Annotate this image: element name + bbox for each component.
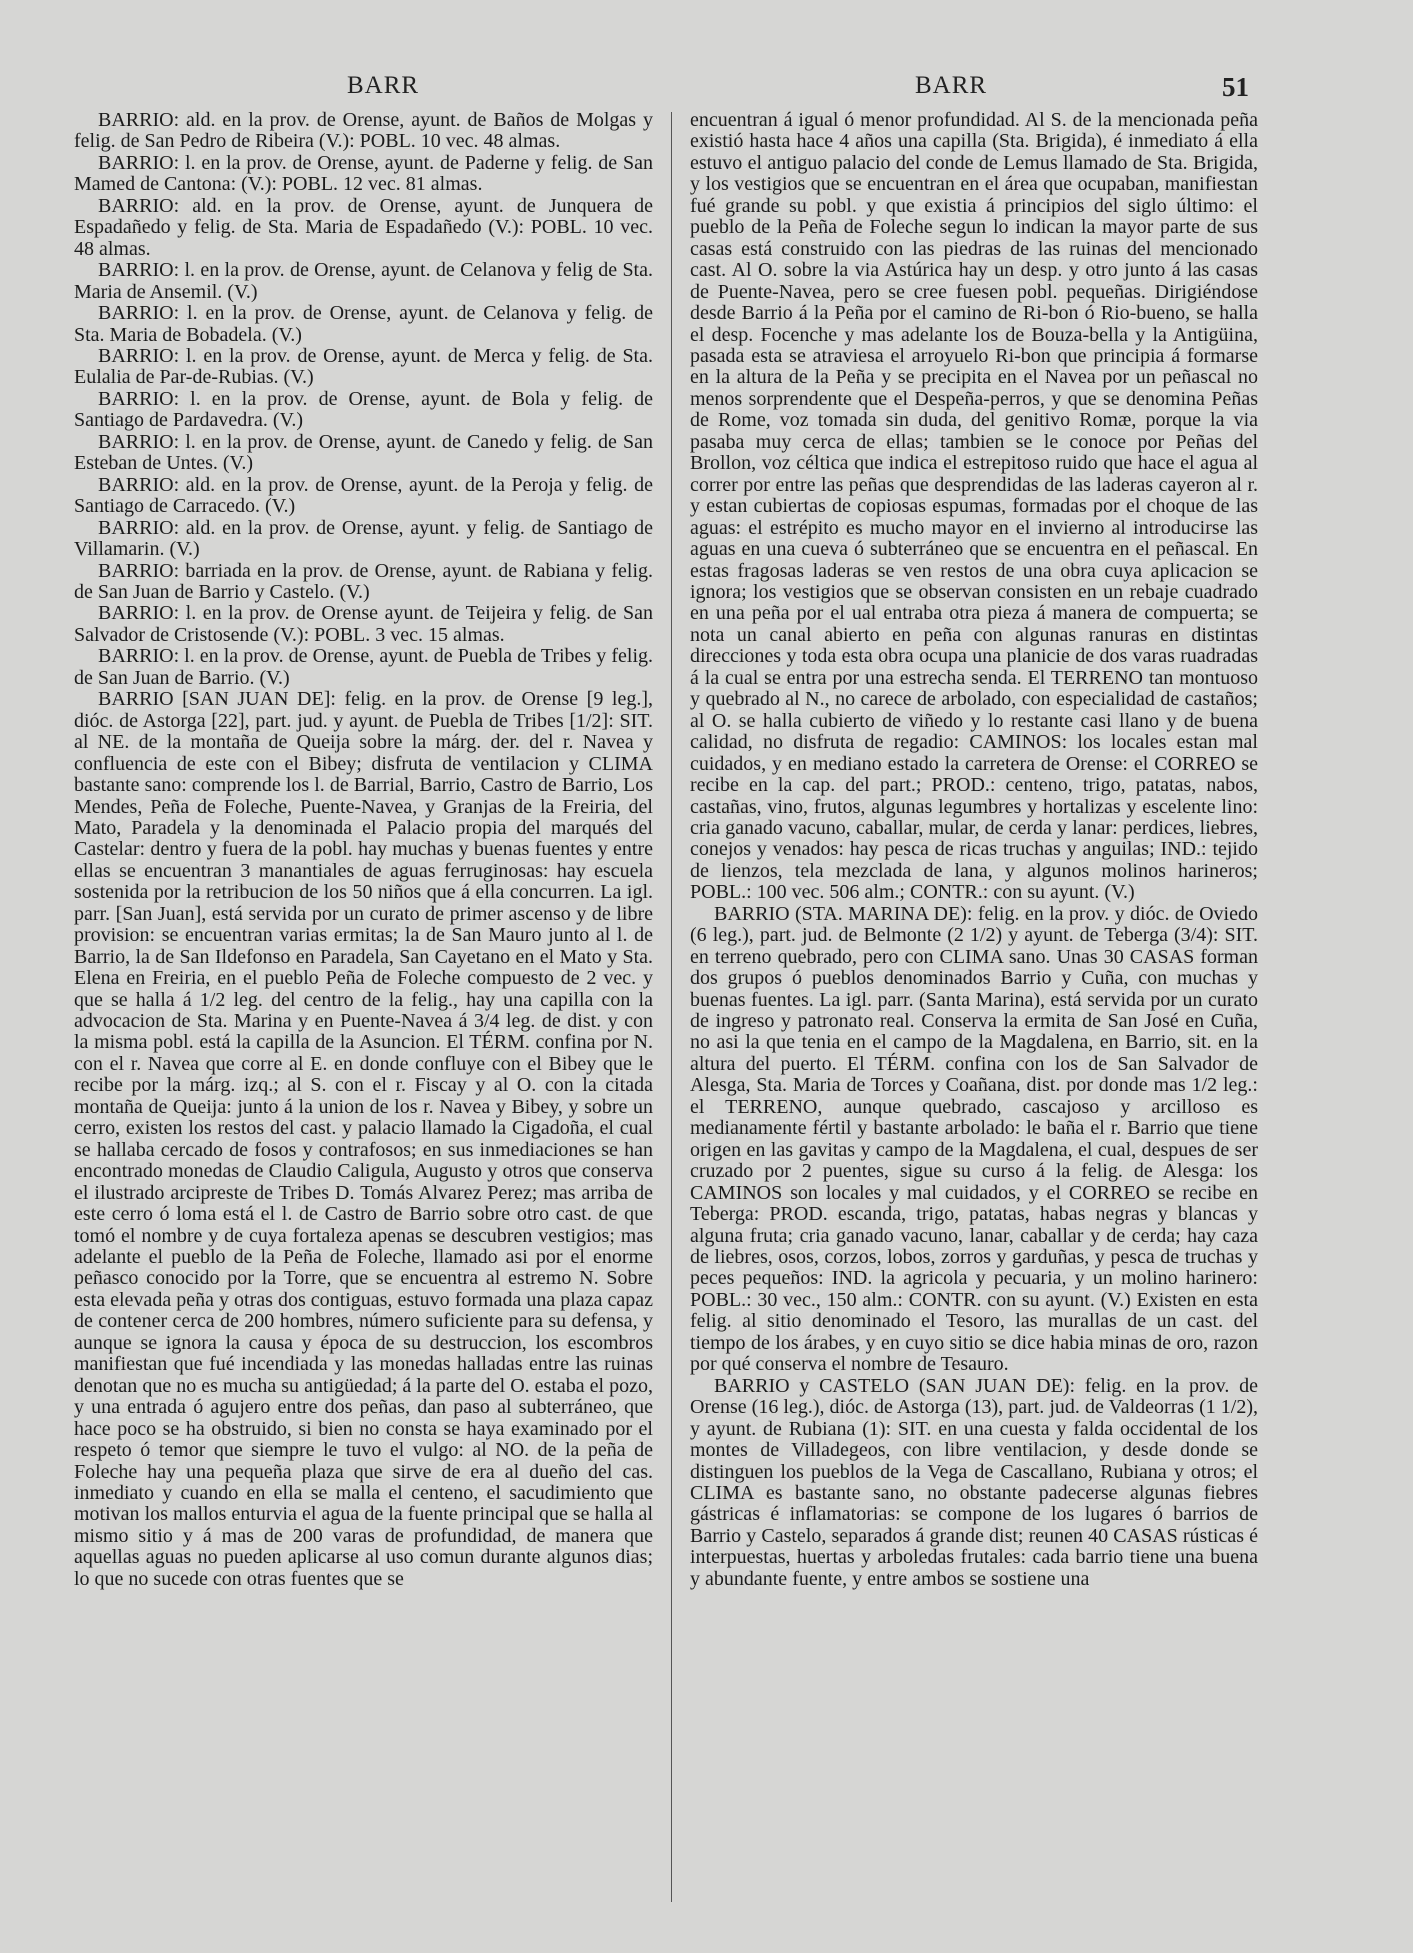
entry-left-9: BARRIO: ald. en la prov. de Orense, ayunt. de la Peroja y felig. de Santiago de Carracedo. (V.) xyxy=(74,473,653,518)
entry-right-continuation: encuentran á igual ó menor profundidad. Al S. de la mencionada peña existió hasta hace 4 años una capilla (Sta. Brigida), é inmediato á ella estuvo el antiguo palacio del conde de Lemus llamado de Sta. Brigida, y los vestigios que se encuentran en el área que ocupaban, manifiestan fué grande su pobl. y que existia á principios del siglo último: el pueblo de la Peña de Foleche segun lo indican la mayor parte de sus casas está construido con las piedras de las ruinas del mencionado cast. Al O. sobre la via Astúrica hay un desp. y otro junto á las casas de Puente-Navea, pero se cree fuesen pobl. pequeñas. Dirigiéndose desde Barrio á la Peña por el camino de Ri-bon ó Rio-bueno, se halla el desp. Focenche y mas adelante los de Bouza-bella y la Antigüina, pasada esta se atraviesa el arroyuelo Ri-bon que principia á formarse en la altura de la Peña y se precipita en el Navea por un peñascal no menos sorprendente que el Despeña-perros, y que se denomina Peñas de Rome, voz tomada sin duda, del genitivo Romæ, porque la via pasaba muy cerca de ellas; tambien se le conoce por Peñas del Brollon, voz céltica que indica el estrepitoso ruido que hace el agua al correr por entre las peñas que desprendidas de las laderas cayeron al r. y estan cubiertas de copiosas espumas, formadas por el choque de las aguas: el estrépito es mucho mayor en el invierno al introducirse las aguas en una cueva ó subterráneo que se encuentra en el peñascal. En estas fragosas laderas se ven restos de una obra cuya aplicacion se ignora; los vestigios que se observan consisten en un rebaje cuadrado en una peña por el ual entraba otra pieza á manera de compuerta; se nota un canal abierto en peña con algunas ranuras en distintas direcciones y toda esta obra ocupa una planicie de dos varas ruadradas á la cual se entra por una estrecha senda. El TERRENO tan montuoso y quebrado al N., no carece de arbolado, con especialidad de castaños; al O. se halla cubierto de viñedo y lo restante casi llano y de buena calidad, no disfruta de regadio: CAMINOS: los locales estan mal cuidados, y en mediano estado la carretera de Orense: el CORREO se recibe en la cap. del part.; PROD.: centeno, trigo, patatas, nabos, castañas, vino, frutos, algunas legumbres y hortalizas y escelente lino: cria ganado vacuno, caballar, mular, de cerda y lanar: perdices, liebres, conejos y venados: hay pesca de ricas truchas y anguilas; IND.: tejido de lienzos, tela mezclada de lana, y algunos molinos harineros; POBL.: 100 vec. 506 alm.; CONTR.: con su ayunt. (V.) xyxy=(690,109,1258,904)
entry-right-2: BARRIO (STA. MARINA DE): felig. en la prov. y dióc. de Oviedo (6 leg.), part. jud. de Belmonte (2 1/2) y ayunt. de Teberga (3/4): SIT. en terreno quebrado, pero con CLIMA sano. Unas 30 CASAS forman dos grupos ó pueblos denominados Barrio y Cuña, con muchas y buenas fuentes. La igl. parr. (Santa Marina), está servida por un curato de ingreso y patronato real. Conserva la ermita de San José en Cuña, no asi la que tenia en el campo de la Magdalena, en Barrio, sit. en la altura del puerto. El TÉRM. confina con los de San Salvador de Alesga, Sta. Maria de Torces y Coañana, dist. por donde mas 1/2 leg.: el TERRENO, aunque quebrado, cascajoso y arcilloso es medianamente fértil y bastante arbolado: le baña el r. Barrio que tiene origen en las gavitas y campo de la Magdalena, el cual, despues de ser cruzado por 2 puentes, sigue su curso á la felig. de Alesga: los CAMINOS son locales y mal cuidados, y el CORREO se recibe en Teberga: PROD. escanda, trigo, patatas, habas negras y blancas y alguna fruta; cria ganado vacuno, lanar, caballar y de cerda; hay caza de liebres, osos, corzos, lobos, zorros y garduñas, y pesca de truchas y peces pequeños: IND. la agricola y pecuaria, y un molino harinero: POBL.: 30 vec., 150 alm.: CONTR. con su ayunt. (V.) Existen en esta felig. al sitio denominado el Tesoro, las murallas de un cast. del tiempo de los árabes, y en cuyo sitio se dice habia minas de oro, razon por qué conserva el nombre de Tesauro. xyxy=(690,902,1258,1376)
entry-left-10: BARRIO: ald. en la prov. de Orense, ayunt. y felig. de Santiago de Villamarin. (V.) xyxy=(74,516,653,561)
entry-left-14: BARRIO [SAN JUAN DE]: felig. en la prov. de Orense [9 leg.], dióc. de Astorga [22], part. jud. y ayunt. de Puebla de Tribes [1/2]: SIT. al NE. de la montaña de Queija sobre la márg. der. del r. Navea y confluencia de este con el Bibey; disfruta de ventilacion y CLIMA bastante sano: comprende los l. de Barrial, Barrio, Castro de Barrio, Los Mendes, Peña de Foleche, Puente-Navea, y Granjas de la Freiria, del Mato, Paradela y la denominada el Palacio propia del marqués del Castelar: dentro y fuera de la pobl. hay muchas y buenas fuentes y entre ellas se encuentran 3 manantiales de aguas ferruginosas: hay escuela sostenida por la retribucion de los 50 niños que á ella concurren. La igl. parr. [San Juan], está servida por un curato de primer ascenso y de libre provision: se encuentran varias ermitas; la de San Mauro junto al l. de Barrio, la de San Ildefonso en Paradela, San Cayetano en el Mato y Sta. Elena en Freiria, en el pueblo Peña de Foleche compuesto de 2 vec. y que se halla á 1/2 leg. del centro de la felig., hay una capilla con la advocacion de Sta. Marina y en Puente-Navea á 3/4 leg. de dist. y con la misma pobl. está la capilla de la Asuncion. El TÉRM. confina por N. con el r. Navea que corre al E. en donde confluye con el Bibey que le recibe por la márg. izq.; al S. con el r. Fiscay y al O. con la citada montaña de Queija: junto á la union de los r. Navea y Bibey, y sobre un cerro, existen los restos del cast. y palacio llamado la Cigadoña, el cual se hallaba cercado de fosos y contrafosos; en sus inmediaciones se han encontrado monedas de Claudio Caligula, Augusto y otros que conserva el ilustrado arcipreste de Tribes D. Tomás Alvarez Perez; mas arriba de este cerro ó loma está el l. de Castro de Barrio sobre otro cast. de que tomó el nombre y de cuya fortaleza apenas se descubren vestigios; mas adelante el pueblo de la Peña de Foleche, llamado asi por el enorme peñasco conocido por la Torre, que se encuentra al estremo N. Sobre esta elevada peña y otras dos contiguas, estuvo formada una plaza capaz de contener cerca de 200 hombres, número suficiente para su defensa, y aunque se ignora la causa y época de su destruccion, los escombros manifiestan que fué incendiada y las monedas halladas entre las ruinas denotan que no es mucha su antigüedad; á la parte del O. estaba el pozo, y una entrada ó agujero entre dos peñas, dan paso al subterráneo, que hace poco se ha obstruido, si bien no consta se haya examinado por el respeto ó temor que siempre le tuvo el vulgo: al NO. de la peña de Foleche hay una pequeña plaza que sirve de era al dueño del cas. inmediato y cuando en ella se malla el centeno, el sacudimiento que motivan los mallos enturvia el agua de la fuente principal que se halla al mismo sitio y á mas de 200 varas de profundidad, de manera que aquellas aguas no pueden aplicarse al uso comun durante algunos dias; lo que no sucede con otras fuentes que se xyxy=(74,688,653,1590)
entry-left-5: BARRIO: l. en la prov. de Orense, ayunt. de Celanova y felig. de Sta. Maria de Bobadela. (V.) xyxy=(74,302,653,346)
running-head-right: BARR xyxy=(915,72,988,99)
entry-left-11: BARRIO: barriada en la prov. de Orense, ayunt. de Rabiana y felig. de San Juan de Barrio y Castelo. (V.) xyxy=(74,559,653,603)
page-number: 51 xyxy=(1222,72,1249,102)
entry-left-3: BARRIO: ald. en la prov. de Orense, ayunt. de Junquera de Espadañedo y felig. de Sta. Maria de Espadañedo (V.): POBL. 10 vec. 48 almas. xyxy=(74,194,653,260)
entry-left-7: BARRIO: l. en la prov. de Orense, ayunt. de Bola y felig. de Santiago de Pardavedra. (V.) xyxy=(74,387,653,432)
entry-left-1: BARRIO: ald. en la prov. de Orense, ayunt. de Baños de Molgas y felig. de San Pedro de Ribeira (V.): POBL. 10 vec. 48 almas. xyxy=(74,109,653,153)
entry-left-13: BARRIO: l. en la prov. de Orense, ayunt. de Puebla de Tribes y felig. de San Juan de Barrio. (V.) xyxy=(74,645,653,689)
entry-left-8: BARRIO: l. en la prov. de Orense, ayunt. de Canedo y felig. de San Esteban de Untes. (V.) xyxy=(74,430,653,475)
entry-right-3: BARRIO y CASTELO (SAN JUAN DE): felig. en la prov. de Orense (16 leg.), dióc. de Astorga (13), part. jud. de Valdeorras (1 1/2), y ayunt. de Rubiana (1): SIT. en una cuesta y falda occidental de los montes de Villadegeos, con libre ventilacion, y desde donde se distinguen los pueblos de la Vega de Cascallano, Rubiana y otros; el CLIMA es bastante sano, no obstante padecerse algunas fiebres gástricas é inflamatorias: se compone de los lugares ó barrios de Barrio y Castelo, separados á grande dist; reunen 40 CASAS rústicas é interpuestas, huertas y arboledas frutales: cada barrio tiene una buena y abundante fuente, y entre ambos se sostiene una xyxy=(690,1374,1258,1590)
entry-left-2: BARRIO: l. en la prov. de Orense, ayunt. de Paderne y felig. de San Mamed de Cantona: (V.): POBL. 12 vec. 81 almas. xyxy=(74,151,653,196)
entry-left-6: BARRIO: l. en la prov. de Orense, ayunt. de Merca y felig. de Sta. Eulalia de Par-de-Rubias. (V.) xyxy=(74,344,653,389)
right-column xyxy=(690,110,1258,1590)
entry-left-4: BARRIO: l. en la prov. de Orense, ayunt. de Celanova y felig de Sta. Maria de Ansemil. (V.) xyxy=(74,259,653,303)
column-divider xyxy=(671,112,672,1902)
entry-left-12: BARRIO: l. en la prov. de Orense ayunt. de Teijeira y felig. de San Salvador de Cristosende (V.): POBL. 3 vec. 15 almas. xyxy=(74,602,653,646)
running-head-left: BARR xyxy=(347,72,420,99)
left-column xyxy=(74,110,653,1590)
